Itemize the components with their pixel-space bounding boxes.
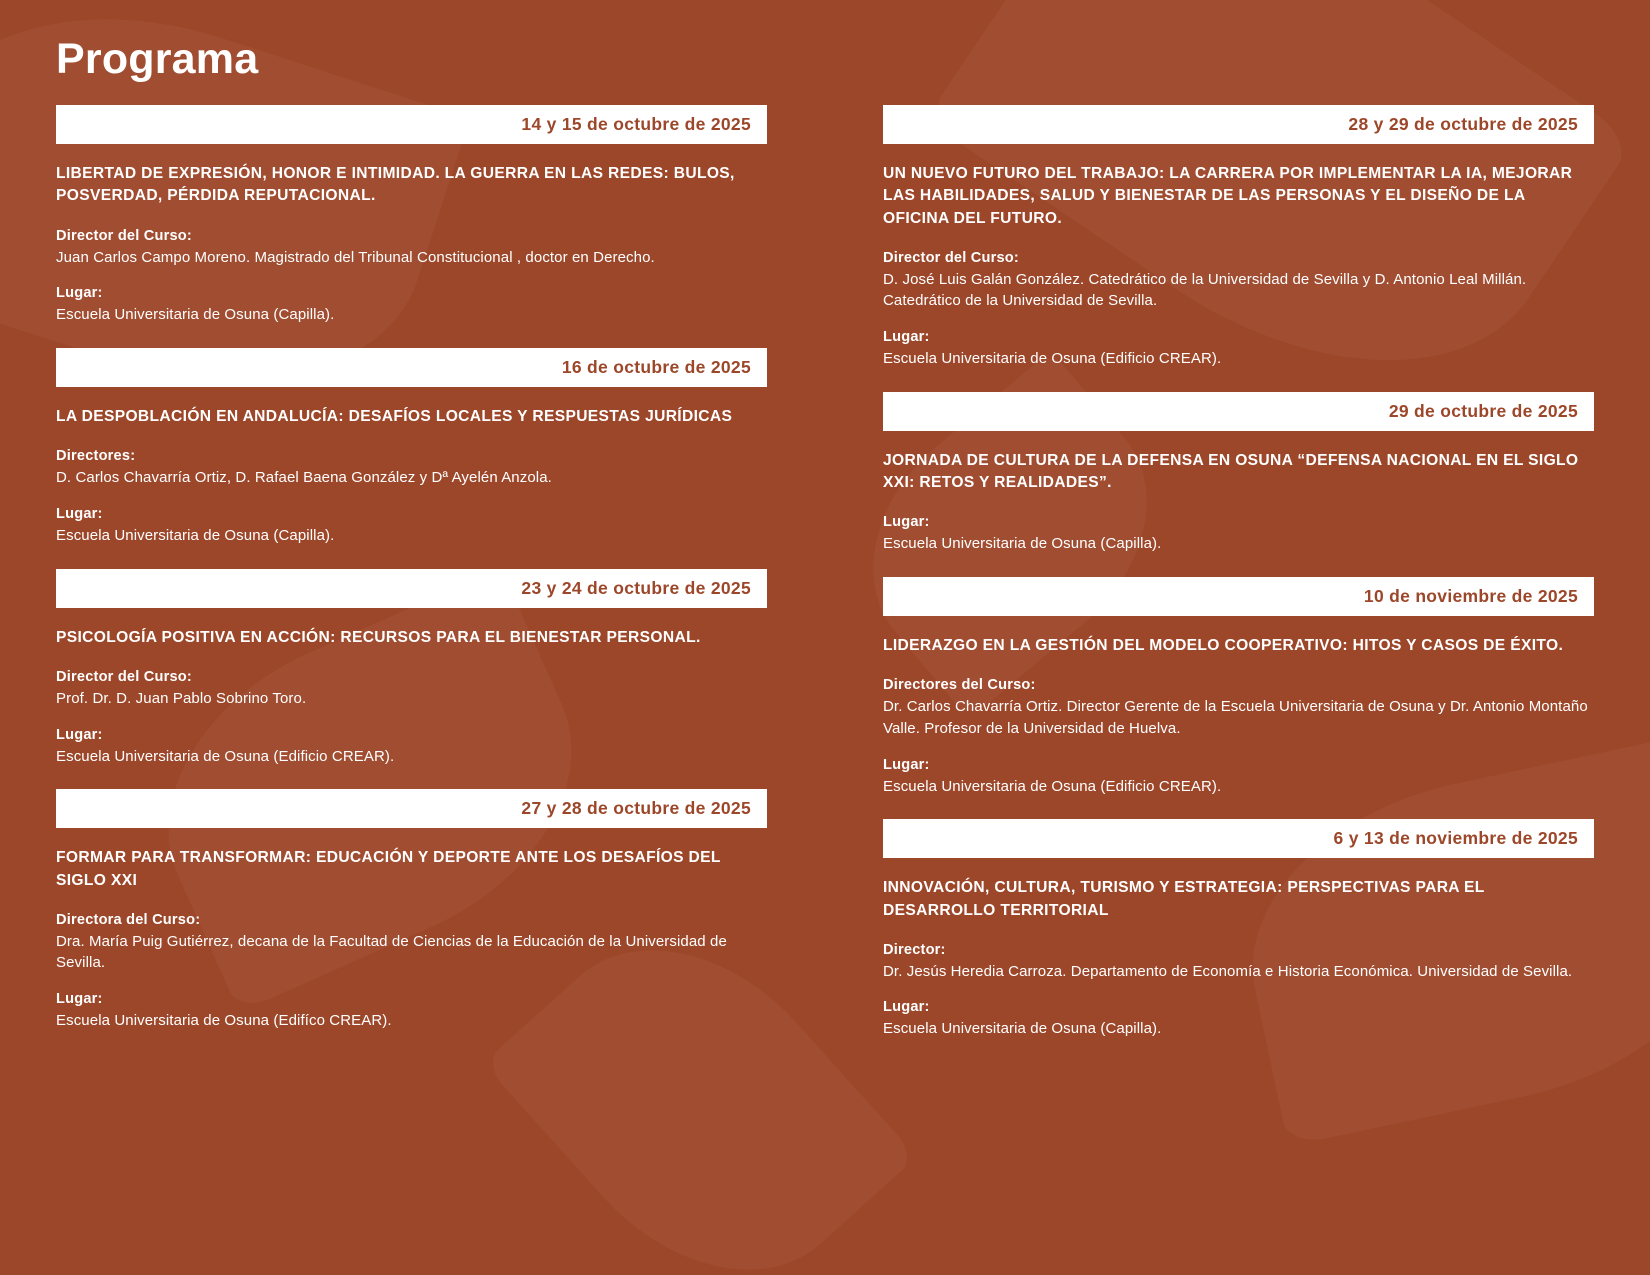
- program-entry: [883, 105, 1594, 370]
- field-label: Director:: [883, 941, 946, 958]
- entry-field: [56, 228, 767, 269]
- field-label: Lugar:: [883, 756, 930, 773]
- program-entry: [56, 105, 767, 326]
- entry-title: LIBERTAD DE EXPRESIÓN, HONOR E INTIMIDAD. LA GUERRA EN LAS REDES: BULOS, POSVERDAD, PÉRDIDA REPUTACIONAL.: [56, 165, 735, 205]
- entry-date: 14 y 15 de octubre de 2025: [56, 105, 767, 144]
- entry-date: 10 de noviembre de 2025: [883, 577, 1594, 616]
- field-label: Directores del Curso:: [883, 677, 1036, 694]
- entry-date: 28 y 29 de octubre de 2025: [883, 105, 1594, 144]
- field-label: Director del Curso:: [883, 249, 1019, 266]
- entry-date: 16 de octubre de 2025: [56, 348, 767, 387]
- entry-field: [56, 506, 767, 547]
- program-entry: [883, 819, 1594, 1040]
- entry-field: [56, 727, 767, 768]
- entry-field: [883, 942, 1594, 983]
- field-value: Escuela Universitaria de Osuna (Edificio CREAR).: [883, 777, 1222, 795]
- field-label: Lugar:: [883, 999, 930, 1016]
- field-label: Director del Curso:: [56, 668, 192, 685]
- field-label: Lugar:: [56, 991, 103, 1008]
- entry-field: [56, 991, 767, 1032]
- field-value: D. Carlos Chavarría Ortiz, D. Rafael Baena González y Dª Ayelén Anzola.: [56, 469, 552, 487]
- entry-field: [883, 514, 1594, 555]
- program-column-right: [883, 105, 1594, 1062]
- entry-title: FORMAR PARA TRANSFORMAR: EDUCACIÓN Y DEPORTE ANTE LOS DESAFÍOS DEL SIGLO XXI: [56, 849, 721, 889]
- entry-field: [883, 757, 1594, 798]
- entry-field: [883, 999, 1594, 1040]
- program-entry: [56, 348, 767, 547]
- field-value: Prof. Dr. D. Juan Pablo Sobrino Toro.: [56, 689, 307, 707]
- entry-field: [56, 669, 767, 710]
- field-label: Lugar:: [883, 514, 930, 531]
- field-label: Directora del Curso:: [56, 911, 201, 928]
- field-label: Lugar:: [56, 726, 103, 743]
- entry-title: PSICOLOGÍA POSITIVA EN ACCIÓN: RECURSOS PARA EL BIENESTAR PERSONAL.: [56, 628, 701, 646]
- field-value: Juan Carlos Campo Moreno. Magistrado del Tribunal Constitucional , doctor en Derecho.: [56, 248, 655, 266]
- entry-title: JORNADA DE CULTURA DE LA DEFENSA EN OSUNA “DEFENSA NACIONAL EN EL SIGLO XXI: RETOS Y REALIDADES”.: [883, 451, 1579, 492]
- entry-field: [883, 250, 1594, 313]
- page-title: Programa: [56, 35, 259, 83]
- entry-title: INNOVACIÓN, CULTURA, TURISMO Y ESTRATEGIA: PERSPECTIVAS PARA EL DESARROLLO TERRITORIAL: [883, 879, 1485, 919]
- field-label: Lugar:: [56, 285, 103, 302]
- field-value: Dr. Jesús Heredia Carroza. Departamento de Economía e Historia Económica. Universidad de Sevilla.: [883, 962, 1573, 980]
- program-entry: [56, 569, 767, 768]
- field-value: Escuela Universitaria de Osuna (Capilla).: [56, 526, 335, 544]
- program-entry: [883, 577, 1594, 797]
- program-columns: [56, 105, 1594, 1062]
- entry-field: [883, 677, 1594, 740]
- field-value: Escuela Universitaria de Osuna (Capilla).: [56, 306, 335, 324]
- field-value: Escuela Universitaria de Osuna (Capilla).: [883, 535, 1162, 553]
- field-value: D. José Luis Galán González. Catedrático de la Universidad de Sevilla y D. Antonio Leal Millán. Catedrático de la Universidad de Sevilla.: [883, 270, 1527, 310]
- program-column-left: [56, 105, 767, 1054]
- program-entry: [883, 392, 1594, 555]
- field-value: Dr. Carlos Chavarría Ortiz. Director Gerente de la Escuela Universitaria de Osuna y Dr. Antonio Montaño Valle. Profesor de la Universidad de Huelva.: [883, 698, 1588, 737]
- entry-title: LIDERAZGO EN LA GESTIÓN DEL MODELO COOPERATIVO: HITOS Y CASOS DE ÉXITO.: [883, 637, 1564, 654]
- entry-date: 27 y 28 de octubre de 2025: [56, 789, 767, 828]
- field-label: Lugar:: [56, 505, 103, 522]
- entry-date: 29 de octubre de 2025: [883, 392, 1594, 431]
- entry-date: 23 y 24 de octubre de 2025: [56, 569, 767, 608]
- entry-title: LA DESPOBLACIÓN EN ANDALUCÍA: DESAFÍOS LOCALES Y RESPUESTAS JURÍDICAS: [56, 408, 733, 426]
- field-value: Escuela Universitaria de Osuna (Edificio CREAR).: [56, 747, 395, 765]
- field-value: Escuela Universitaria de Osuna (Edifíco CREAR).: [56, 1012, 392, 1030]
- field-value: Escuela Universitaria de Osuna (Capilla).: [883, 1020, 1162, 1038]
- entry-field: [56, 912, 767, 975]
- field-value: Dra. María Puig Gutiérrez, decana de la Facultad de Ciencias de la Educación de la Universidad de Sevilla.: [56, 932, 727, 972]
- field-label: Director del Curso:: [56, 227, 192, 244]
- entry-field: [56, 448, 767, 489]
- field-label: Directores:: [56, 448, 136, 465]
- field-value: Escuela Universitaria de Osuna (Edificio CREAR).: [883, 350, 1222, 368]
- entry-field: [56, 285, 767, 326]
- entry-title: UN NUEVO FUTURO DEL TRABAJO: LA CARRERA POR IMPLEMENTAR LA IA, MEJORAR LAS HABILIDADES, SALUD Y BIENESTAR DE LAS PERSONAS Y EL DISEÑO DE LA OFICINA DEL FUTURO.: [883, 165, 1573, 227]
- entry-date: 6 y 13 de noviembre de 2025: [883, 819, 1594, 858]
- field-label: Lugar:: [883, 329, 930, 346]
- program-entry: [56, 789, 767, 1032]
- entry-field: [883, 329, 1594, 370]
